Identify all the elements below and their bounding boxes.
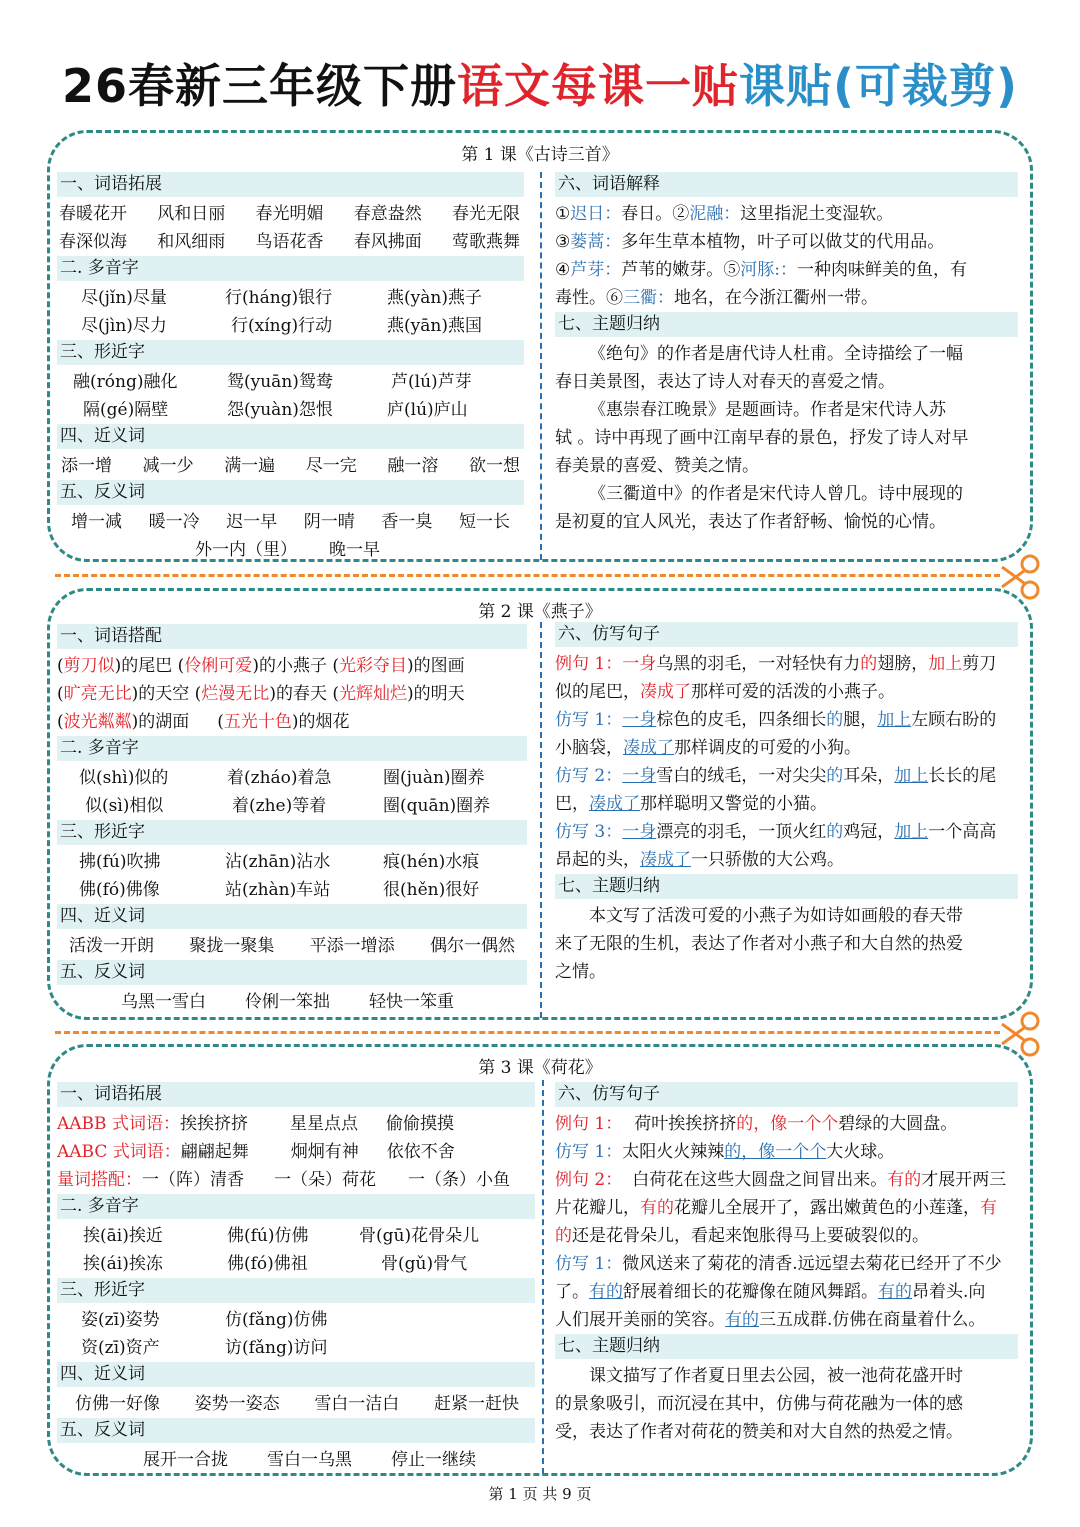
synonym-row: 仿佛一好像 姿势一姿态 雪白一洁白 赶紧一赶快 [75, 1394, 519, 1414]
section-heading: 三、形近字 [57, 1278, 535, 1303]
lesson-2-right [555, 622, 1018, 986]
polyphone-row: 似(shì)似的 着(zháo)着急 圈(juàn)圈养 [79, 768, 485, 788]
polyphone-row: 尽(jǐn)尽量 行(háng)银行 燕(yàn)燕子 [81, 288, 482, 308]
summary-line: 春日美景图，表达了诗人对春天的喜爱之情。 [555, 372, 895, 392]
example-sentence: 例句 1： 荷叶挨挨挤挤的，像一个个碧绿的大圆盘。 [555, 1114, 958, 1134]
imitation-sentence: 仿写 1：微风送来了菊花的清香.远远望去菊花已经开了不少 [555, 1254, 1002, 1274]
cut-line [55, 1031, 1000, 1034]
similar-char-row: 拂(fú)吹拂 沾(zhān)沾水 痕(hén)水痕 [79, 852, 480, 872]
word-row: AABB 式词语：挨挨挤挤 星星点点 偷偷摸摸 [57, 1114, 454, 1134]
section-heading: 四、近义词 [57, 1362, 535, 1387]
section-heading: 四、近义词 [57, 424, 524, 449]
lesson-1-title: 第 1 课《古诗三首》 [461, 145, 619, 165]
word-row: 量词搭配：一（阵）清香 一（朵）荷花 一（条）小鱼 [57, 1170, 510, 1190]
imitation-sentence: 了。有的舒展着细长的花瓣像在随风舞蹈。有的昂着头.向 [555, 1282, 986, 1302]
imitation-sentence: 人们展开美丽的笑容。有的三五成群.仿佛在商量着什么。 [555, 1310, 986, 1330]
section-heading: 七、主题归纳 [555, 312, 1018, 337]
imitation-sentence: 仿写 2：一身雪白的绒毛，一对尖尖的耳朵，加上长长的尾 [555, 766, 997, 786]
antonym-row: 外一内（里） 晚一早 [195, 540, 380, 560]
summary-line: 是初夏的宜人风光，表达了作者舒畅、愉悦的心情。 [555, 512, 946, 532]
example-sentence: 片花瓣儿，有的花瓣儿全展开了，露出嫩黄色的小莲蓬，有 [555, 1198, 997, 1218]
section-heading: 五、反义词 [57, 960, 527, 985]
imitation-sentence: 巴，凑成了那样聪明又警觉的小猫。 [555, 794, 827, 814]
summary-line: 《三衢道中》的作者是宋代诗人曾几。诗中展现的 [589, 484, 963, 504]
word-row: 春暖花开 风和日丽 春光明媚 春意盎然 春光无限 [59, 204, 520, 224]
section-heading: 三、形近字 [57, 820, 527, 845]
imitation-sentence: 仿写 3：一身漂亮的羽毛，一顶火红的鸡冠，加上一个高高 [555, 822, 997, 842]
section-heading: 一、词语搭配 [57, 624, 527, 649]
synonym-row: 活泼一开朗 聚拢一聚集 平添一增添 偶尔一偶然 [69, 936, 515, 956]
section-heading: 七、主题归纳 [555, 874, 1018, 899]
column-divider [540, 622, 542, 1018]
collocation-row: (剪刀似)的尾巴 (伶俐可爱)的小燕子 (光彩夺目)的图画 [57, 656, 465, 676]
section-heading: 六、仿写句子 [555, 1082, 1018, 1107]
lesson-3-right [555, 1082, 1018, 1446]
polyphone-row: 挨(āi)挨近 佛(fú)仿佛 骨(gū)花骨朵儿 [83, 1226, 480, 1246]
section-heading: 六、仿写句子 [555, 622, 1018, 647]
antonym-row: 展开一合拢 雪白一乌黑 停止一继续 [143, 1450, 476, 1470]
collocation-row: (波光粼粼)的湖面 (五光十色)的烟花 [57, 712, 350, 732]
example-sentence: 似的尾巴，凑成了那样可爱的活泼的小燕子。 [555, 682, 895, 702]
lesson-1-left [57, 172, 524, 564]
column-divider [542, 1080, 544, 1474]
section-heading: 六、词语解释 [555, 172, 1018, 197]
antonym-row: 增一减 暖一冷 迟一早 阴一晴 香一臭 短一长 [71, 512, 510, 532]
section-heading: 二. 多音字 [57, 1194, 535, 1219]
lesson-3-left [57, 1082, 535, 1474]
imitation-sentence: 小脑袋，凑成了那样调皮的可爱的小狗。 [555, 738, 861, 758]
lesson-3-title: 第 3 课《荷花》 [478, 1058, 602, 1078]
cut-line [55, 574, 1000, 577]
lesson-1-right [555, 172, 1018, 536]
imitation-sentence: 仿写 1：一身棕色的皮毛，四条细长的腿，加上左顾右盼的 [555, 710, 997, 730]
example-sentence: 的还是花骨朵儿，看起来饱胀得马上要破裂似的。 [555, 1226, 929, 1246]
summary-line: 受，表达了作者对荷花的赞美和对大自然的热爱之情。 [555, 1422, 963, 1442]
similar-char-row: 融(róng)融化 鸳(yuān)鸳鸯 芦(lú)芦芽 [73, 372, 472, 392]
polyphone-row: 尽(jìn)尽力 行(xíng)行动 燕(yān)燕国 [81, 316, 482, 336]
summary-line: 的景象吸引，而沉浸在其中，仿佛与荷花融为一体的感 [555, 1394, 963, 1414]
similar-char-row: 资(zī)资产 访(fǎng)访问 [81, 1338, 328, 1358]
section-heading: 五、反义词 [57, 1418, 535, 1443]
section-heading: 三、形近字 [57, 340, 524, 365]
polyphone-row: 似(sì)相似 着(zhe)等着 圈(quān)圈养 [85, 796, 491, 816]
explanation-line: ④芦芽：芦苇的嫩芽。⑤河豚:：一种肉味鲜美的鱼，有 [555, 260, 967, 280]
lesson-2-left [57, 624, 527, 1016]
explanation-line: ③蒌蒿：多年生草本植物，叶子可以做艾的代用品。 [555, 232, 945, 252]
section-heading: 四、近义词 [57, 904, 527, 929]
section-heading: 一、词语拓展 [57, 172, 524, 197]
summary-line: 之情。 [555, 962, 606, 982]
collocation-row: (旷亮无比)的天空 (烂漫无比)的春天 (光辉灿烂)的明天 [57, 684, 465, 704]
lesson-2-title: 第 2 课《燕子》 [478, 602, 602, 622]
similar-char-row: 姿(zī)姿势 仿(fǎng)仿佛 [81, 1310, 328, 1330]
summary-line: 轼 。诗中再现了画中江南早春的景色，抒发了诗人对早 [555, 428, 969, 448]
summary-line: 来了无限的生机，表达了作者对小燕子和大自然的热爱 [555, 934, 963, 954]
section-heading: 五、反义词 [57, 480, 524, 505]
summary-line: 春美景的喜爱、赞美之情。 [555, 456, 759, 476]
summary-line: 《惠崇春江晚景》是题画诗。作者是宋代诗人苏 [589, 400, 946, 420]
antonym-row: 乌黑一雪白 伶俐一笨拙 轻快一笨重 [121, 992, 454, 1012]
synonym-row: 添一增 减一少 满一遍 尽一完 融一溶 欲一想 [61, 456, 520, 476]
section-heading: 一、词语拓展 [57, 1082, 535, 1107]
page-footer: 第 1 页 共 9 页 [488, 1485, 592, 1503]
summary-line: 课文描写了作者夏日里去公园，被一池荷花盛开时 [589, 1366, 963, 1386]
word-row: AABC 式词语：翩翩起舞 炯炯有神 依依不舍 [57, 1142, 455, 1162]
similar-char-row: 佛(fó)佛像 站(zhàn)车站 很(hěn)很好 [79, 880, 480, 900]
summary-line: 本文写了活泼可爱的小燕子为如诗如画般的春天带 [589, 906, 963, 926]
summary-line: 《绝句》的作者是唐代诗人杜甫。全诗描绘了一幅 [589, 344, 963, 364]
similar-char-row: 隔(gé)隔壁 怨(yuàn)怨恨 庐(lú)庐山 [83, 400, 468, 420]
word-row: 春深似海 和风细雨 鸟语花香 春风拂面 莺歌燕舞 [59, 232, 520, 252]
section-heading: 二. 多音字 [57, 736, 527, 761]
column-divider [540, 172, 542, 560]
polyphone-row: 挨(ái)挨冻 佛(fó)佛祖 骨(gǔ)骨气 [83, 1254, 468, 1274]
section-heading: 七、主题归纳 [555, 1334, 1018, 1359]
example-sentence: 例句 1：一身乌黑的羽毛，一对轻快有力的翅膀，加上剪刀 [555, 654, 997, 674]
imitation-sentence: 仿写 1：太阳火火辣辣的，像一个个大火球。 [555, 1142, 895, 1162]
example-sentence: 例句 2： 白荷花在这些大圆盘之间冒出来。有的才展开两三 [555, 1170, 1007, 1190]
imitation-sentence: 昂起的头，凑成了一只骄傲的大公鸡。 [555, 850, 844, 870]
page-title: 26春新三年级下册语文每课一贴课贴(可裁剪) [61, 59, 1019, 113]
explanation-line: 毒性。⑥三衢：地名，在今浙江衢州一带。 [555, 288, 878, 308]
section-heading: 二. 多音字 [57, 256, 524, 281]
explanation-line: ①迟日：春日。②泥融：这里指泥土变湿软。 [555, 204, 894, 224]
